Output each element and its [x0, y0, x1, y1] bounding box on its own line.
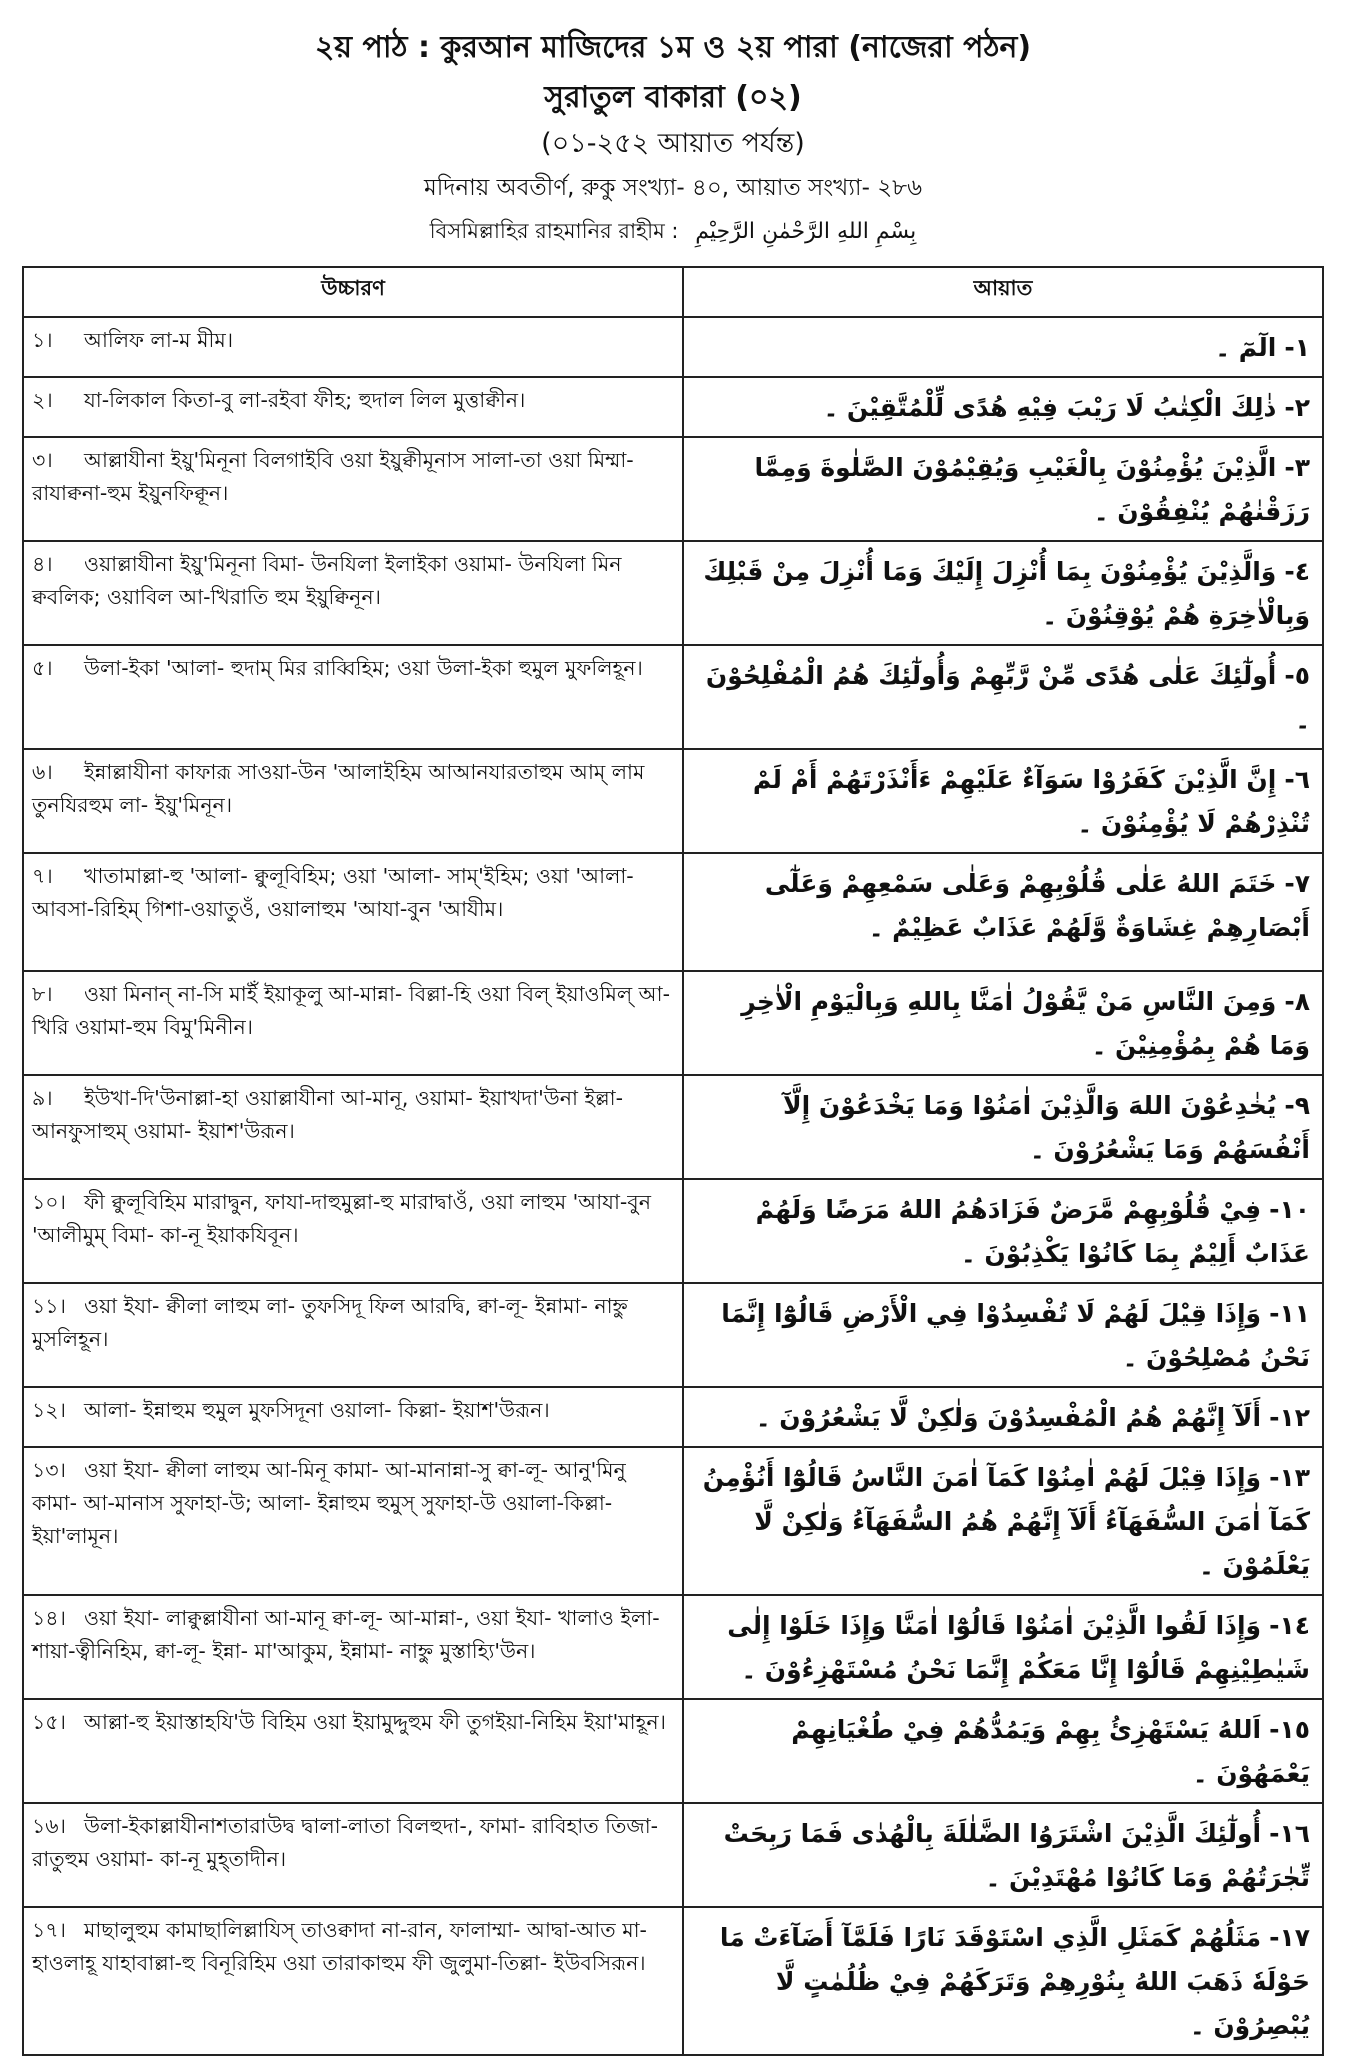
- ayah-cell: [683, 1699, 1323, 1803]
- lesson-title: ২য় পাঠ : কুরআন মাজিদের ১ম ও ২য় পারা (নাজেরা পঠন): [314, 30, 1032, 65]
- pronunciation-cell: [23, 377, 683, 437]
- ayah-cell: [683, 1907, 1323, 2055]
- bismillah-line: [0, 216, 1346, 247]
- table-row: [23, 1803, 1323, 1907]
- row-number: ১৭।: [32, 1918, 66, 1942]
- row-number: ৪।: [32, 552, 53, 576]
- ayah-table: [22, 266, 1324, 2056]
- row-number: ৫।: [32, 656, 53, 680]
- row-number: ১৪।: [32, 1606, 66, 1630]
- pronunciation-cell: [23, 1075, 683, 1179]
- ayah-number: ٤-: [1284, 557, 1310, 586]
- ayah-text: أُولٰٓئِكَ الَّذِيْنَ اشْتَرَوُا الضَّلٰلَةَ بِالْهُدٰى فَمَا رَبِحَتْ تِّجٰرَتُهُمْ وَمَا كَانُوْا مُهْتَدِيْنَ ۔: [723, 1819, 1310, 1892]
- pronunciation-text: ওয়া ইযা- লাক্বুল্লাযীনা আ-মানূ ক্বা-লূ- আ-মান্না-, ওয়া ইযা- খালাও ইলা- শায়া-ত্বীনিহিম, ক্বা-লূ- ইন্না- মা'আকুম, ইন্নামা- নাহ্নু মুস্তাহ্যি'উন।: [32, 1606, 660, 1663]
- bismillah-arabic: بِسْمِ اللهِ الرَّحْمٰنِ الرَّحِيْمِ: [695, 219, 917, 244]
- ayah-text: فِيْ قُلُوْبِهِمْ مَّرَضٌ فَزَادَهُمُ اللهُ مَرَضًا وَلَهُمْ عَذَابٌ أَلِيْمٌ بِمَا كَانُوْا يَكْذِبُوْنَ ۔: [755, 1195, 1310, 1268]
- pronunciation-text: আলিফ লা-ম মীম।: [84, 328, 234, 352]
- pronunciation-cell: [23, 645, 683, 749]
- table-row: [23, 749, 1323, 853]
- ayah-number: ٥-: [1284, 661, 1310, 690]
- column-header-ayah: আয়াত: [683, 267, 1323, 317]
- ayah-cell: [683, 1387, 1323, 1447]
- pronunciation-text: যা-লিকাল কিতা-বু লা-রইবা ফীহ; হুদাল লিল মুত্তাক্বীন।: [84, 388, 526, 412]
- ayah-text: إِنَّ الَّذِيْنَ كَفَرُوْا سَوَآءٌ عَلَيْهِمْ ءَأَنْذَرْتَهُمْ أَمْ لَمْ تُنْذِرْهُمْ لَا يُؤْمِنُوْنَ ۔: [752, 765, 1310, 838]
- row-number: ১৬।: [32, 1814, 66, 1838]
- ayah-number: ١٦-: [1269, 1819, 1310, 1848]
- ayah-text: وَالَّذِيْنَ يُؤْمِنُوْنَ بِمَا أُنْزِلَ إِلَيْكَ وَمَا أُنْزِلَ مِنْ قَبْلِكَ وَبِالْاٰخِرَةِ هُمْ يُوْقِنُوْنَ ۔: [703, 557, 1310, 630]
- pronunciation-cell: [23, 1447, 683, 1595]
- table-row: [23, 645, 1323, 749]
- row-number: ৯।: [32, 1086, 53, 1110]
- ayah-text: وَإِذَا قِيْلَ لَهُمْ اٰمِنُوْا كَمَآ اٰمَنَ النَّاسُ قَالُوْٓا أَنُؤْمِنُ كَمَآ اٰمَنَ السُّفَهَآءُ أَلَآ إِنَّهُمْ هُمُ السُّفَهَآءُ وَلٰكِنْ لَّا يَعْلَمُوْنَ ۔: [702, 1463, 1310, 1580]
- ayah-cell: [683, 1447, 1323, 1595]
- pronunciation-text: উলা-ইকাল্লাযীনাশতারাউদ্ব দ্বালা-লাতা বিলহুদা-, ফামা- রাবিহাত তিজা-রাতুহুম ওয়ামা- কা-নূ মুহ্তাদীন।: [32, 1814, 659, 1871]
- table-header-row: [23, 267, 1323, 317]
- table-row: [23, 971, 1323, 1075]
- ayah-cell: [683, 541, 1323, 645]
- pronunciation-text: উলা-ইকা 'আলা- হুদাম্ মির রাব্বিহিম; ওয়া উলা-ইকা হুমুল মুফলিহূন।: [84, 656, 643, 680]
- table-row: [23, 1075, 1323, 1179]
- row-number: ১৩।: [32, 1458, 66, 1482]
- table-row: [23, 317, 1323, 377]
- pronunciation-cell: [23, 1907, 683, 2055]
- ayah-text: وَإِذَا لَقُوا الَّذِيْنَ اٰمَنُوْا قَالُوْٓا اٰمَنَّا وَإِذَا خَلَوْا إِلٰى شَيٰطِيْنِهِمْ قَالُوْٓا إِنَّا مَعَكُمْ إِنَّمَا نَحْنُ مُسْتَهْزِءُوْنَ ۔: [727, 1611, 1310, 1684]
- ayah-text: وَمِنَ النَّاسِ مَنْ يَّقُوْلُ اٰمَنَّا بِاللهِ وَبِالْيَوْمِ الْاٰخِرِ وَمَا هُمْ بِمُؤْمِنِيْنَ ۔: [741, 987, 1310, 1060]
- table-row: [23, 541, 1323, 645]
- bismillah-bangla: বিসমিল্লাহির রাহমানির রাহীম :: [429, 219, 679, 243]
- table-row: [23, 1595, 1323, 1699]
- pronunciation-cell: [23, 1387, 683, 1447]
- row-number: ৩।: [32, 448, 53, 472]
- ayah-text: الَّذِيْنَ يُؤْمِنُوْنَ بِالْغَيْبِ وَيُقِيْمُوْنَ الصَّلٰوةَ وَمِمَّا رَزَقْنٰهُمْ يُنْفِقُوْنَ ۔: [754, 453, 1310, 526]
- row-number: ৬।: [32, 760, 53, 784]
- ayah-number: ١٤-: [1269, 1611, 1310, 1640]
- pronunciation-cell: [23, 317, 683, 377]
- ayah-number: ١١-: [1269, 1299, 1310, 1328]
- ayah-range: (০১-২৫২ আয়াত পর্যন্ত): [541, 128, 805, 159]
- pronunciation-cell: [23, 1699, 683, 1803]
- ayah-number: ١٣-: [1269, 1463, 1310, 1492]
- pronunciation-text: ফী ক্বুলূবিহিম মারাদ্বুন, ফাযা-দাহুমুল্লা-হু মারাদ্বাওঁ, ওয়া লাহুম 'আযা-বুন 'আলীমুম্ বিমা- কা-নূ ইয়াকযিবূন।: [32, 1190, 651, 1247]
- ayah-number: ١٥-: [1269, 1715, 1310, 1744]
- ayah-cell: [683, 645, 1323, 749]
- pronunciation-text: ওয়া ইযা- ক্বীলা লাহুম লা- তুফসিদূ ফিল আরদ্বি, ক্বা-লূ- ইন্নামা- নাহ্নু মুসলিহূন।: [32, 1294, 628, 1351]
- pronunciation-text: মাছালুহুম কামাছালিল্লাযিস্ তাওক্বাদা না-রান, ফালাম্মা- আদ্বা-আত মা- হাওলাহূ যাহাবাল্লা-হু বিনূরিহিম ওয়া তারাকাহুম ফী জুলুমা-তিল্লা- ইউবসিরূন।: [32, 1918, 647, 1975]
- row-number: ১২।: [32, 1398, 66, 1422]
- row-number: ১১।: [32, 1294, 66, 1318]
- pronunciation-text: আলা- ইন্নাহুম হুমুল মুফসিদূনা ওয়ালা- কিল্লা- ইয়াশ'উরূন।: [84, 1398, 550, 1422]
- table-row: [23, 1387, 1323, 1447]
- pronunciation-text: ওয়া মিনান্ না-সি মাইঁ ইয়াকূলু আ-মান্না- বিল্লা-হি ওয়া বিল্ ইয়াওমিল্ আ-খিরি ওয়ামা-হুম বিমু'মিনীন।: [32, 982, 670, 1039]
- ayah-text: وَإِذَا قِيْلَ لَهُمْ لَا تُفْسِدُوْا فِي الْأَرْضِ قَالُوْٓا إِنَّمَا نَحْنُ مُصْلِحُوْنَ ۔: [721, 1299, 1310, 1372]
- ayah-cell: [683, 1803, 1323, 1907]
- ayah-text: أُولٰٓئِكَ عَلٰى هُدًى مِّنْ رَّبِّهِمْ وَأُولٰٓئِكَ هُمُ الْمُفْلِحُوْنَ ۔: [705, 661, 1310, 734]
- ayah-number: ٢-: [1284, 393, 1310, 422]
- surah-name: সুরাতুল বাকারা (০২): [544, 80, 802, 115]
- pronunciation-cell: [23, 541, 683, 645]
- pronunciation-cell: [23, 1595, 683, 1699]
- pronunciation-text: ইন্নাল্লাযীনা কাফারূ সাওয়া-উন 'আলাইহিম আআনযারতাহুম আম্ লাম তুনযিরহুম লা- ইয়ু'মিনূন।: [32, 760, 645, 817]
- ayah-cell: [683, 971, 1323, 1075]
- row-number: ৮।: [32, 982, 53, 1006]
- ayah-text: ذٰلِكَ الْكِتٰبُ لَا رَيْبَ فِيْهِ هُدًى لِّلْمُتَّقِيْنَ ۔: [823, 393, 1277, 422]
- pronunciation-cell: [23, 971, 683, 1075]
- pronunciation-text: ওয়া ইযা- ক্বীলা লাহুম আ-মিনূ কামা- আ-মানান্না-সু ক্বা-লূ- আনু'মিনু কামা- আ-মানাস সুফাহা-উ; আলা- ইন্নাহুম হুমুস্ সুফাহা-উ ওয়ালা-কিল্লা- ইয়া'লামূন।: [32, 1458, 626, 1548]
- ayah-text: خَتَمَ اللهُ عَلٰى قُلُوْبِهِمْ وَعَلٰى سَمْعِهِمْ وَعَلٰٓى أَبْصَارِهِمْ غِشَاوَةٌ وَّلَهُمْ عَذَابٌ عَظِيْمٌ ۔: [764, 869, 1310, 942]
- pronunciation-cell: [23, 853, 683, 971]
- ayah-text: اَللهُ يَسْتَهْزِئُ بِهِمْ وَيَمُدُّهُمْ فِيْ طُغْيَانِهِمْ يَعْمَهُوْنَ ۔: [791, 1715, 1310, 1788]
- pronunciation-cell: [23, 1283, 683, 1387]
- pronunciation-text: ওয়াল্লাযীনা ইয়ু'মিনূনা বিমা- উনযিলা ইলাইকা ওয়ামা- উনযিলা মিন ক্ববলিক; ওয়াবিল আ-খিরাতি হুম ইয়ুক্বিনূন।: [32, 552, 622, 609]
- pronunciation-text: খাতামাল্লা-হু 'আলা- ক্বুলূবিহিম; ওয়া 'আলা- সাম্'ইহিম; ওয়া 'আলা- আবসা-রিহিম্ গিশা-ওয়াতুওঁ, ওয়ালাহুম 'আযা-বুন 'আযীম।: [32, 864, 634, 921]
- ayah-cell: [683, 1179, 1323, 1283]
- pronunciation-cell: [23, 1803, 683, 1907]
- row-number: ২।: [32, 388, 53, 412]
- pronunciation-cell: [23, 749, 683, 853]
- table-row: [23, 437, 1323, 541]
- row-number: ৭।: [32, 864, 53, 888]
- table-row: [23, 1283, 1323, 1387]
- ayah-cell: [683, 853, 1323, 971]
- ayah-number: ١٠-: [1269, 1195, 1310, 1224]
- ayah-text: مَثَلُهُمْ كَمَثَلِ الَّذِي اسْتَوْقَدَ نَارًا فَلَمَّآ أَضَآءَتْ مَا حَوْلَهٗ ذَهَبَ اللهُ بِنُوْرِهِمْ وَتَرَكَهُمْ فِيْ ظُلُمٰتٍ لَّا يُبْصِرُوْنَ ۔: [719, 1923, 1310, 2040]
- pronunciation-text: ইউখা-দি'উনাল্লা-হা ওয়াল্লাযীনা আ-মানূ, ওয়ামা- ইয়াখদা'উনা ইল্লা- আনফুসাহুম্ ওয়ামা- ইয়াশ'উরূন।: [32, 1086, 624, 1143]
- ayah-cell: [683, 437, 1323, 541]
- row-number: ১।: [32, 328, 53, 352]
- ayah-text: يُخٰدِعُوْنَ اللهَ وَالَّذِيْنَ اٰمَنُوْا وَمَا يَخْدَعُوْنَ إِلَّآ أَنْفُسَهُمْ وَمَا يَشْعُرُوْنَ ۔: [783, 1091, 1310, 1164]
- ayah-number: ١٧-: [1269, 1923, 1310, 1952]
- ayah-number: ٩-: [1284, 1091, 1310, 1120]
- table-row: [23, 1179, 1323, 1283]
- row-number: ১০।: [32, 1190, 66, 1214]
- ayah-cell: [683, 1075, 1323, 1179]
- ayah-number: ٣-: [1284, 453, 1310, 482]
- ayah-number: ١-: [1284, 333, 1310, 362]
- ayah-number: ١٢-: [1269, 1403, 1310, 1432]
- ayah-number: ٨-: [1284, 987, 1310, 1016]
- pronunciation-cell: [23, 437, 683, 541]
- table-row: [23, 1447, 1323, 1595]
- ayah-text: أَلَآ إِنَّهُمْ هُمُ الْمُفْسِدُوْنَ وَلٰكِنْ لَّا يَشْعُرُوْنَ ۔: [755, 1403, 1262, 1432]
- ayah-cell: [683, 749, 1323, 853]
- table-row: [23, 377, 1323, 437]
- ayah-number: ٧-: [1284, 869, 1310, 898]
- table-row: [23, 1907, 1323, 2055]
- ayah-cell: [683, 317, 1323, 377]
- pronunciation-text: আল্লাযীনা ইয়ু'মিনূনা বিলগাইবি ওয়া ইয়ুক্বীমূনাস সালা-তা ওয়া মিম্মা- রাযাক্বনা-হুম ইয়ুনফিক্বূন।: [32, 448, 634, 505]
- ayah-cell: [683, 1595, 1323, 1699]
- column-header-pronunciation: উচ্চারণ: [23, 267, 683, 317]
- ayah-number: ٦-: [1284, 765, 1310, 794]
- row-number: ১৫।: [32, 1710, 66, 1734]
- pronunciation-text: আল্লা-হু ইয়াস্তাহযি'উ বিহিম ওয়া ইয়ামুদ্দুহুম ফী তুগইয়া-নিহিম ইয়া'মাহূন।: [84, 1710, 666, 1734]
- surah-info: মদিনায় অবতীর্ণ, রুকু সংখ্যা- ৪০, আয়াত সংখ্যা- ২৮৬: [423, 175, 923, 201]
- ayah-cell: [683, 1283, 1323, 1387]
- table-row: [23, 853, 1323, 971]
- table-row: [23, 1699, 1323, 1803]
- ayah-cell: [683, 377, 1323, 437]
- pronunciation-cell: [23, 1179, 683, 1283]
- ayah-text: الٓمٓ ۔: [1215, 333, 1277, 362]
